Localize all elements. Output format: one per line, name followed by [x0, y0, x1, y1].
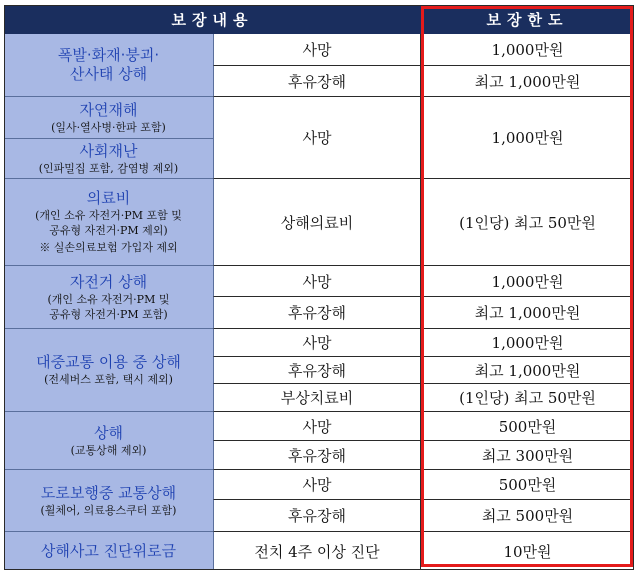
coverage-amount: 최고 1,000만원 [421, 357, 634, 384]
category-explosion-fire [4, 34, 213, 97]
category-title: 상해사고 진단위로금 [40, 541, 177, 560]
category-title: 자전거 상해 [69, 272, 148, 291]
category-note: ※ 실손의료보험 가입자 제외 [39, 241, 178, 254]
category-title: 대중교통 이용 중 상해 [36, 353, 181, 371]
coverage-amount: 1,000만원 [421, 34, 634, 66]
category-subtitle: (개인 소유 자전거·PM 및 공유형 자전거·PM 포함) [47, 292, 170, 321]
coverage-type: 사망 [213, 34, 421, 66]
coverage-type: 사망 [213, 329, 421, 357]
category-social-disaster [4, 139, 213, 179]
category-injury-diagnosis-benefit [4, 532, 213, 570]
category-natural-disaster [4, 97, 213, 138]
coverage-type: 후유장해 [213, 357, 421, 384]
category-title: 도로보행중 교통상해 [40, 483, 177, 502]
coverage-amount: 최고 300만원 [421, 441, 634, 470]
category-title: 폭발·화재·붕괴· 산사태 상해 [57, 46, 160, 83]
coverage-type: 사망 [213, 470, 421, 500]
category-title: 사회재난 [79, 141, 138, 160]
coverage-type: 사망 [213, 412, 421, 441]
coverage-amount: 최고 1,000만원 [421, 297, 634, 329]
category-subtitle: (인파밀집 포함, 감염병 제외) [38, 161, 179, 175]
category-title: 의료비 [86, 189, 131, 207]
coverage-amount: 최고 500만원 [421, 500, 634, 532]
coverage-type: 후유장해 [213, 500, 421, 532]
coverage-amount: 500만원 [421, 470, 634, 500]
coverage-type: 전치 4주 이상 진단 [213, 532, 421, 570]
coverage-amount: (1인당) 최고 50만원 [421, 384, 634, 412]
category-subtitle: (일사·열사병·한파 포함) [51, 120, 166, 134]
category-pedestrian-traffic-injury [4, 470, 213, 532]
coverage-type: 상해의료비 [213, 179, 421, 266]
category-title: 자연재해 [79, 100, 138, 119]
coverage-amount: 10만원 [421, 532, 634, 570]
coverage-type: 사망 [213, 266, 421, 297]
coverage-amount: (1인당) 최고 50만원 [421, 179, 634, 266]
coverage-amount: 500만원 [421, 412, 634, 441]
coverage-type: 후유장해 [213, 66, 421, 97]
header-limit: 보장한도 [421, 5, 634, 34]
coverage-amount: 1,000만원 [421, 329, 634, 357]
category-title: 상해 [94, 423, 123, 442]
coverage-amount: 최고 1,000만원 [421, 66, 634, 97]
category-public-transit-injury [4, 329, 213, 412]
category-subtitle: (개인 소유 자전거·PM 포함 및 공유형 자전거·PM 제외) [35, 209, 182, 237]
category-medical-expense [4, 179, 213, 266]
category-subtitle: (휠체어, 의료용스쿠터 포함) [40, 503, 177, 517]
coverage-type: 후유장해 [213, 441, 421, 470]
coverage-amount: 1,000만원 [421, 266, 634, 297]
coverage-amount: 1,000만원 [421, 97, 634, 179]
coverage-type: 부상치료비 [213, 384, 421, 412]
category-injury [4, 412, 213, 470]
coverage-table [4, 5, 634, 570]
category-bicycle-injury [4, 266, 213, 329]
category-subtitle: (교통상해 제외) [70, 443, 147, 457]
coverage-type: 사망 [213, 97, 421, 179]
category-subtitle: (전세버스 포함, 택시 제외) [44, 373, 173, 386]
header-coverage: 보장내용 [4, 5, 421, 34]
coverage-type: 후유장해 [213, 297, 421, 329]
